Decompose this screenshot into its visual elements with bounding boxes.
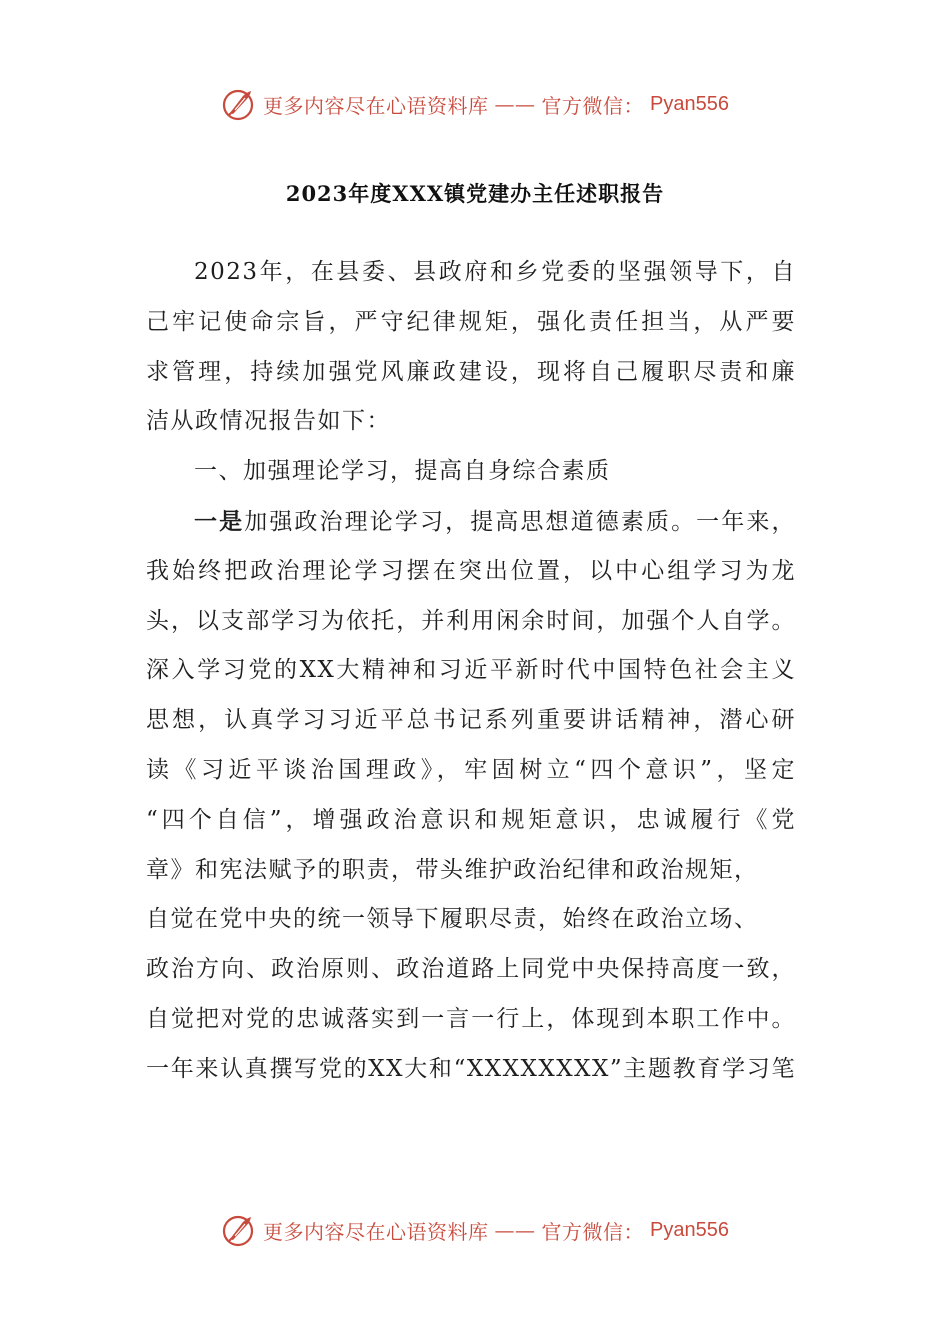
body-line — [146, 298, 796, 348]
body-line — [146, 497, 796, 547]
watermark-dash: —— — [494, 1218, 536, 1242]
body-line-text: 思想，认真学习习近平总书记系列重要讲话精神，潜心研 — [146, 707, 796, 734]
body-line — [146, 995, 796, 1045]
body-line — [146, 646, 796, 696]
body-line — [146, 696, 796, 746]
body-line-text: 洁从政情况报告如下： — [146, 408, 391, 435]
body-line-text: 2023年，在县委、县政府和乡党委的坚强领导下，自 — [194, 259, 796, 285]
body-line-text: 一、加强理论学习，提高自身综合素质 — [194, 458, 611, 485]
watermark-site-text: 更多内容尽在心语资料库 — [263, 93, 489, 118]
body-line — [146, 397, 796, 447]
body-line — [146, 846, 796, 896]
body-line-text: “四个自信”，增强政治意识和规矩意识，忠诚履行《党 — [146, 806, 796, 833]
watermark-wechat-label: 官方微信： — [541, 1219, 645, 1244]
watermark-site-text: 更多内容尽在心语资料库 — [263, 1219, 489, 1244]
watermark-wechat-id: Pyan556 — [650, 92, 729, 115]
body-line-text: 己牢记使命宗旨，严守纪律规矩，强化责任担当，从严要 — [146, 308, 796, 335]
body-line-text: 头，以支部学习为依托，并利用闲余时间，加强个人自学。 — [146, 607, 796, 634]
watermark-wechat-label: 官方微信： — [541, 93, 645, 118]
body-line-text: 深入学习党的XX大精神和习近平新时代中国特色社会主义 — [146, 657, 796, 684]
body-line-text: 自觉把对党的忠诚落实到一言一行上，体现到本职工作中。 — [146, 1005, 796, 1032]
document-body — [146, 248, 796, 1095]
body-line — [146, 895, 796, 945]
body-line — [146, 796, 796, 846]
body-line — [146, 248, 796, 298]
header-watermark — [0, 84, 950, 124]
body-line-text: 加强政治理论学习，提高思想道德素质。一年来， — [244, 508, 796, 535]
body-line — [146, 547, 796, 597]
body-line-text: 我始终把政治理论学习摆在突出位置，以中心组学习为龙 — [146, 557, 796, 584]
quill-logo-icon — [221, 86, 257, 122]
watermark-wechat-id: Pyan556 — [650, 1218, 729, 1241]
watermark-dash: —— — [494, 92, 536, 116]
body-line-text: 自觉在党中央的统一领导下履职尽责，始终在政治立场、 — [146, 906, 759, 933]
body-line — [146, 447, 796, 497]
body-line-text: 章》和宪法赋予的职责，带头维护政治纪律和政治规矩， — [146, 856, 759, 883]
quill-logo-icon — [221, 1212, 257, 1248]
body-line — [146, 1045, 796, 1095]
body-line — [146, 945, 796, 995]
body-line — [146, 746, 796, 796]
document-title: 2023年度XXX镇党建办主任述职报告 — [285, 181, 665, 206]
bold-lead-text: 一是 — [194, 507, 245, 535]
body-line-text: 求管理，持续加强党风廉政建设，现将自己履职尽责和廉 — [146, 358, 796, 385]
body-line — [146, 348, 796, 398]
footer-watermark — [0, 1210, 950, 1250]
body-line-text: 一年来认真撰写党的XX大和“XXXXXXXX”主题教育学习笔 — [146, 1055, 796, 1082]
body-line-text: 读《习近平谈治国理政》，牢固树立“四个意识”，坚定 — [146, 756, 796, 783]
body-line — [146, 597, 796, 647]
body-line-text: 政治方向、政治原则、政治道路上同党中央保持高度一致， — [146, 956, 796, 983]
